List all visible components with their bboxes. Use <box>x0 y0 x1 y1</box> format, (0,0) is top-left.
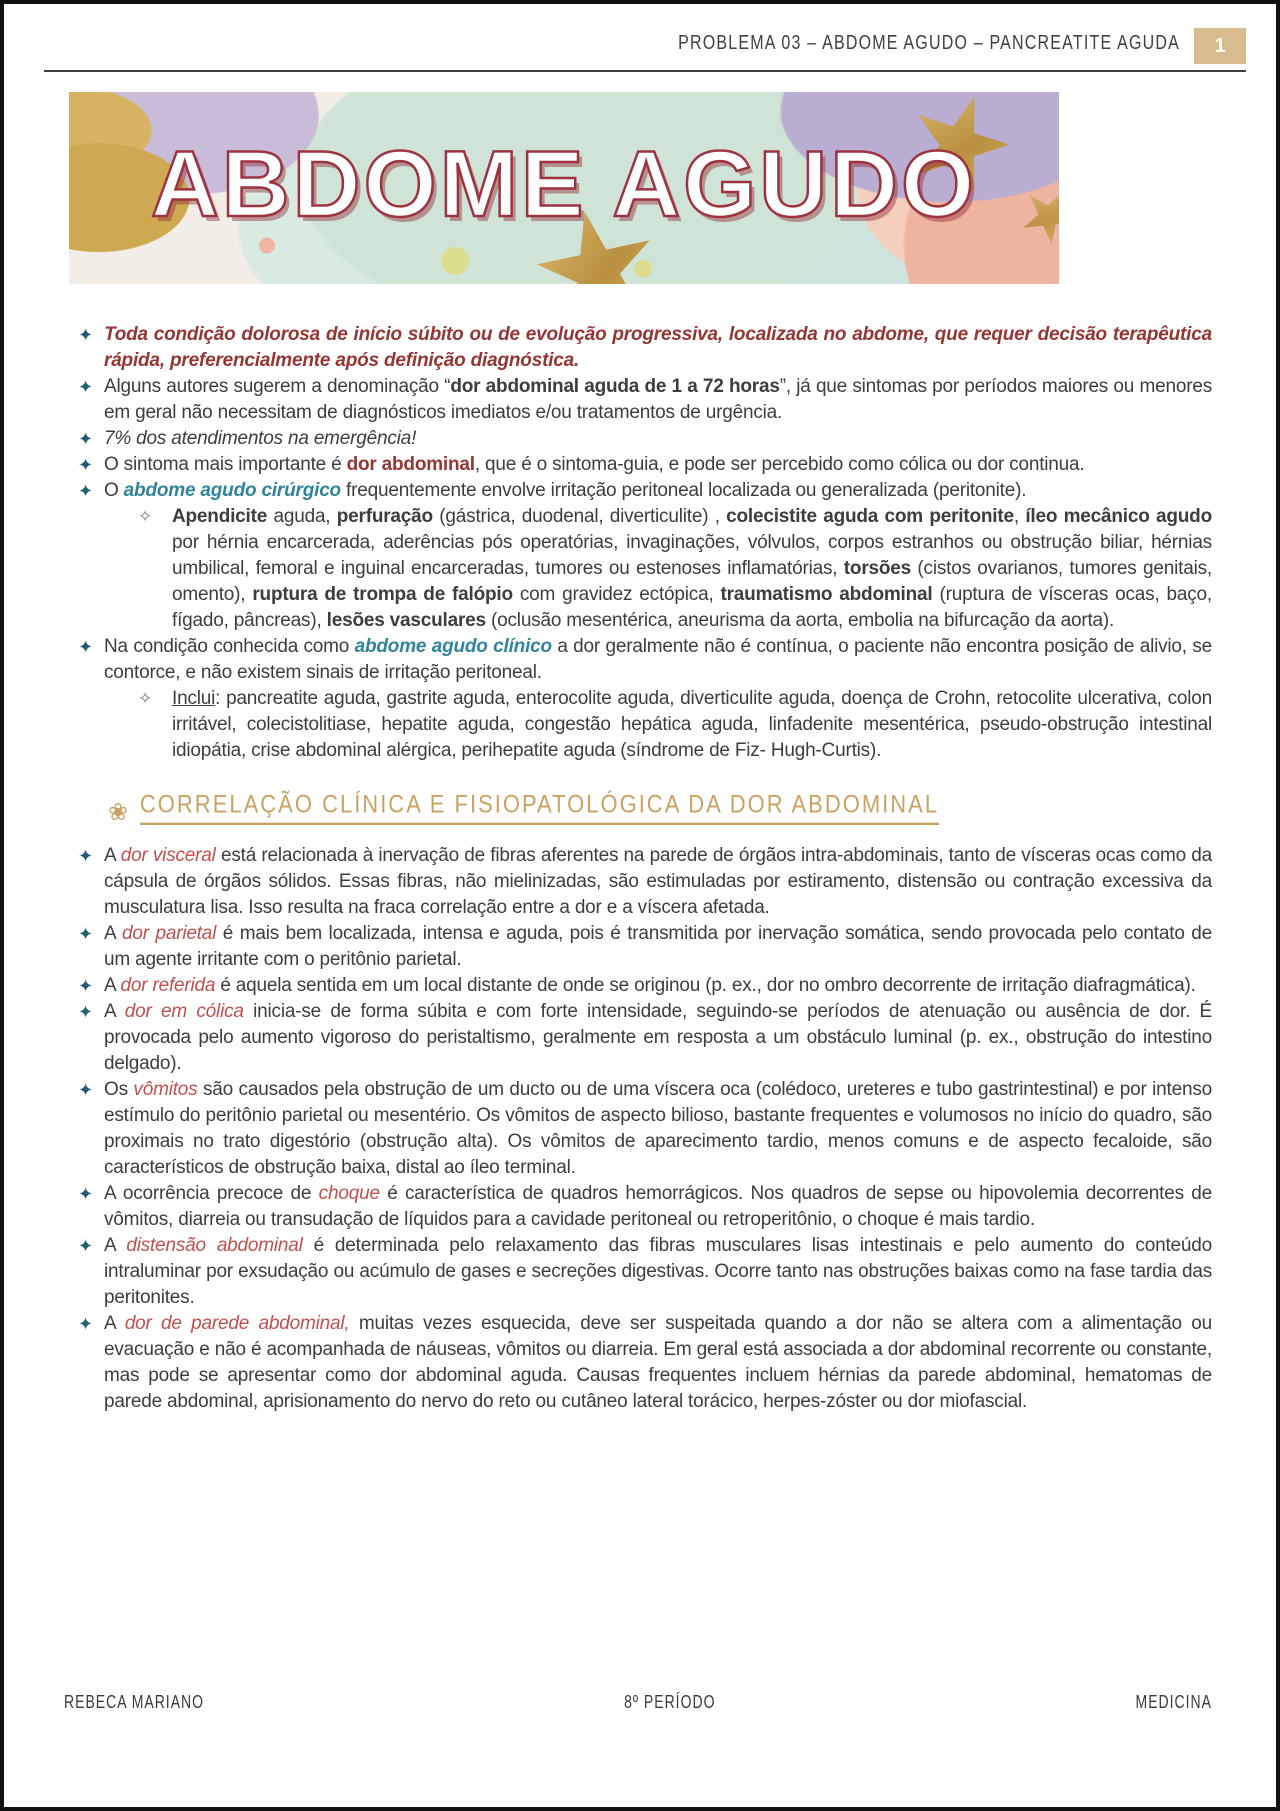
star-bullet-icon: ✦ <box>78 429 93 449</box>
flower-icon: ❀ <box>108 799 128 826</box>
bullet-item <box>64 426 1212 452</box>
bullet-text: A ocorrência precoce de choque é característica de quadros hemorrágicos. Nos quadros de sepse ou hipovolemia decorrentes de vômitos, diarreia ou transudação de líquidos para a cavidade peritoneal ou retroperitônio, o choque é mais tardio. <box>104 1183 1212 1230</box>
document-body <box>64 322 1212 1415</box>
bullet-text: 7% dos atendimentos na emergência! <box>104 428 417 449</box>
bullet-item <box>64 322 1212 374</box>
bullet-text: A distensão abdominal é determinada pelo relaxamento das fibras musculares lisas intestinais e pelo aumento do conteúdo intraluminar por exsudação ou acúmulo de gases e secreções digestivas. Ocorre tanto nas obstruções baixas como na fase tardia das peritonites. <box>104 1235 1213 1308</box>
bullet-text: Inclui: pancreatite aguda, gastrite aguda, enterocolite aguda, diverticulite aguda, doença de Crohn, retocolite ulcerativa, colon irritável, colecistolitiase, hepatite aguda, congestão hepática aguda, linfadenite mesentérica, pseudo-obstrução intestinal idiopátia, crise abdominal alérgica, perihepatite aguda (síndrome de Fiz- Hugh-Curtis). <box>172 688 1212 761</box>
star-bullet-icon: ✦ <box>78 637 93 657</box>
banner-title: ABDOME AGUDO <box>150 131 978 236</box>
bullet-text: Alguns autores sugerem a denominação “dor abdominal aguda de 1 a 72 horas”, já que sintomas por períodos maiores ou menores em geral não necessitam de diagnósticos imediatos e/ou tratamentos de urgência. <box>104 376 1212 423</box>
star-bullet-icon: ✦ <box>78 325 93 345</box>
bullet-item <box>64 1077 1212 1181</box>
header-title: PROBLEMA 03 – ABDOME AGUDO – PANCREATITE AGUDA <box>678 32 1180 54</box>
bullet-item <box>64 843 1212 921</box>
star-bullet-icon: ✦ <box>78 1314 93 1334</box>
bullet-text: Toda condição dolorosa de início súbito ou de evolução progressiva, localizada no abdome, que requer decisão terapêutica rápida, preferencialmente após definição diagnóstica. <box>104 324 1212 371</box>
bullet-item <box>64 686 1212 764</box>
star-bullet-icon: ✦ <box>78 1080 93 1100</box>
footer-course: MEDICINA <box>1135 1691 1212 1712</box>
bullet-item <box>64 478 1212 504</box>
star-bullet-icon: ✦ <box>78 455 93 475</box>
bullet-text: Na condição conhecida como abdome agudo clínico a dor geralmente não é contínua, o paciente não encontra posição de alivio, se contorce, e não existem sinais de irritação peritoneal. <box>104 636 1212 683</box>
bullet-item <box>64 1311 1212 1415</box>
bullet-item <box>64 634 1212 686</box>
banner-image <box>69 92 1059 284</box>
bullet-text: A dor referida é aquela sentida em um local distante de onde se originou (p. ex., dor no ombro decorrente de irritação diafragmática). <box>104 975 1196 996</box>
star-bullet-icon: ✦ <box>78 1184 93 1204</box>
bullet-item <box>64 1181 1212 1233</box>
page-footer <box>64 1691 1212 1712</box>
footer-author: REBECA MARIANO <box>64 1691 205 1712</box>
bullet-text: O abdome agudo cirúrgico frequentemente envolve irritação peritoneal localizada ou generalizada (peritonite). <box>104 480 1027 501</box>
bullet-item <box>64 973 1212 999</box>
star-bullet-icon: ✦ <box>78 1236 93 1256</box>
bullet-text: O sintoma mais importante é dor abdominal, que é o sintoma-guia, e pode ser percebido como cólica ou dor continua. <box>104 454 1085 475</box>
diamond-bullet-icon: ✧ <box>138 507 153 526</box>
section-heading <box>108 789 1212 826</box>
bullet-item <box>64 452 1212 478</box>
bullet-text: A dor em cólica inicia-se de forma súbita e com forte intensidade, seguindo-se períodos de atenuação ou ausência de dor. É provocada pelo aumento vigoroso do peristaltismo, geralmente em resposta a um obstáculo luminal (p. ex., obstrução do intestino delgado). <box>104 1001 1213 1074</box>
diamond-bullet-icon: ✧ <box>138 689 153 708</box>
section-bullet-list <box>64 843 1212 1415</box>
star-bullet-icon: ✦ <box>78 377 93 397</box>
star-bullet-icon: ✦ <box>78 924 93 944</box>
star-bullet-icon: ✦ <box>78 481 93 501</box>
page-header <box>44 28 1246 72</box>
page-number-badge: 1 <box>1194 28 1246 64</box>
bullet-item <box>64 374 1212 426</box>
bullet-text: A dor parietal é mais bem localizada, intensa e aguda, pois é transmitida por inervação somática, sendo provocada pelo contato de um agente irritante com o peritônio parietal. <box>104 923 1213 970</box>
bullet-item <box>64 921 1212 973</box>
bullet-text: Os vômitos são causados pela obstrução de um ducto ou de uma víscera oca (colédoco, ureteres e tubo gastrintestinal) e por intenso estímulo do peritônio parietal ou mesentério. Os vômitos de aspecto bilioso, bastante frequentes e volumosos no início do quadro, são proximais no trato digestório (obstrução alta). Os vômitos de aparecimento tardio, menos comuns e de aspecto fecaloide, são característicos de obstrução baixa, distal ao íleo terminal. <box>104 1079 1212 1178</box>
bullet-item <box>64 504 1212 634</box>
star-bullet-icon: ✦ <box>78 976 93 996</box>
bullet-item <box>64 999 1212 1077</box>
section-heading-text: CORRELAÇÃO CLÍNICA E FISIOPATOLÓGICA DA DOR ABDOMINAL <box>140 789 939 825</box>
footer-period: 8º PERÍODO <box>624 1691 716 1712</box>
bullet-item <box>64 1233 1212 1311</box>
intro-bullet-list <box>64 322 1212 764</box>
bullet-text: A dor de parede abdominal, muitas vezes esquecida, deve ser suspeitada quando a dor não se altera com a alimentação ou evacuação e não é acompanhada de náuseas, vômitos ou diarreia. Em geral está associada a dor abdominal recorrente ou constante, mas pode se apresentar como dor abdominal aguda. Causas frequentes incluem hérnias da parede abdominal, hematomas de parede abdominal, aprisionamento do nervo do reto ou cutâneo lateral torácico, herpes-zóster ou dor miofascial. <box>104 1313 1213 1412</box>
bullet-text: Apendicite aguda, perfuração (gástrica, duodenal, diverticulite) , colecistite aguda com peritonite, íleo mecânico agudo por hérnia encarcerada, aderências pós operatórias, invaginações, vólvulos, corpos estranhos ou obstrução biliar, hérnias umbilical, femoral e inguinal encarceradas, tumores ou estenoses inflamatórias, torsões (cistos ovarianos, tumores genitais, omento), ruptura de trompa de falópio com gravidez ectópica, traumatismo abdominal (ruptura de vísceras ocas, baço, fígado, pâncreas), lesões vasculares (oclusão mesentérica, aneurisma da aorta, embolia na bifurcação da aorta). <box>172 506 1212 631</box>
star-bullet-icon: ✦ <box>78 846 93 866</box>
bullet-text: A dor visceral está relacionada à inervação de fibras aferentes na parede de órgãos intra-abdominais, tanto de vísceras ocas como da cápsula de órgãos sólidos. Essas fibras, não mielinizadas, são estimuladas por estiramento, distensão ou contração excessiva da musculatura lisa. Isso resulta na fraca correlação entre a dor e a víscera afetada. <box>104 845 1212 918</box>
star-bullet-icon: ✦ <box>78 1002 93 1022</box>
